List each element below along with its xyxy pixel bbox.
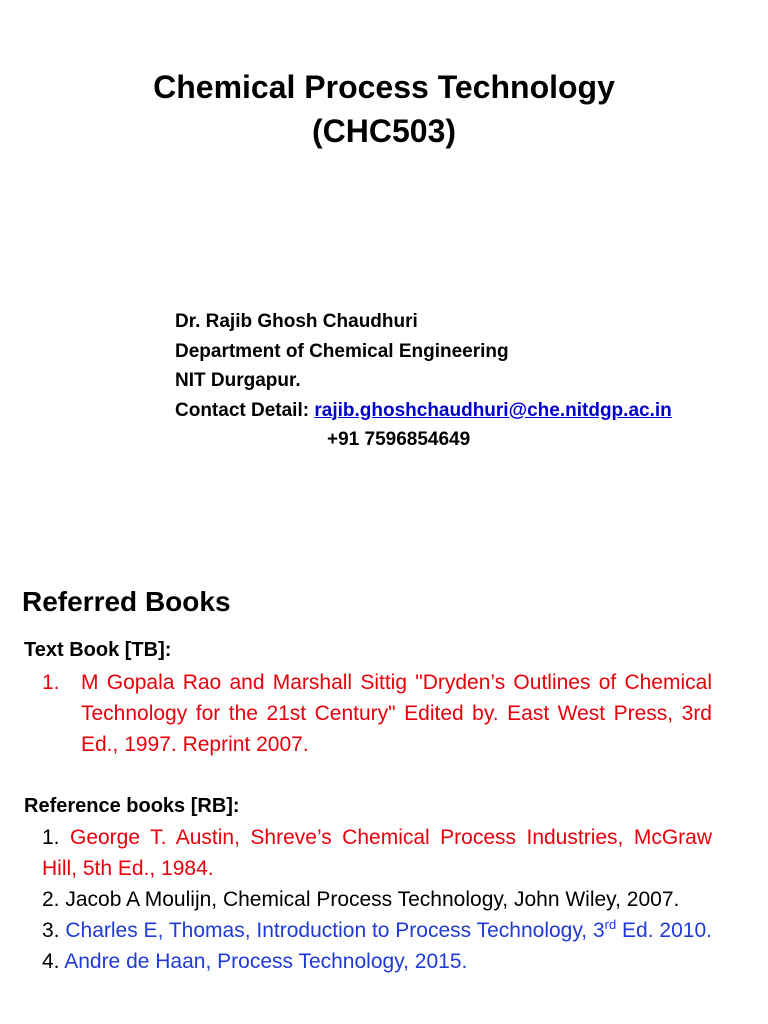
author-block	[175, 307, 672, 455]
section-heading: Referred Books	[22, 586, 231, 617]
reference-number: 1.	[42, 826, 70, 849]
course-code: (CHC503)	[311, 113, 457, 149]
department: Department of Chemical Engineering	[175, 340, 509, 362]
text-book-label: Text Book [TB]:	[24, 639, 172, 661]
reference-item	[42, 884, 712, 915]
reference-item	[42, 946, 712, 977]
course-title: Chemical Process Technology	[153, 69, 615, 105]
reference-number: 3.	[42, 919, 66, 942]
reference-item	[42, 915, 712, 946]
author-name: Dr. Rajib Ghosh Chaudhuri	[175, 311, 418, 332]
reference-list	[42, 822, 712, 977]
contact-row	[175, 396, 672, 426]
reference-number: 2.	[42, 888, 66, 911]
reference-item	[42, 822, 712, 884]
reference-text: George T. Austin, Shreve’s Chemical Process Industries, McGraw Hill, 5th Ed., 1984.	[42, 826, 712, 880]
reference-number: 4.	[42, 950, 65, 973]
reference-text: Andre de Haan, Process Technology, 2015.	[64, 950, 468, 973]
email-link[interactable]: rajib.ghoshchaudhuri@che.nitdgp.ac.in	[314, 399, 672, 421]
text-book-item	[42, 667, 712, 760]
text-book-text: M Gopala Rao and Marshall Sittig "Dryden’s Outlines of Chemical Technology for the 21st Century" Edited by. East West Press, 3rd Ed., 1997. Reprint 2007.	[81, 671, 712, 756]
reference-text: Charles E, Thomas, Introduction to Process Technology, 3rd Ed. 2010.	[65, 917, 712, 942]
text-book-number: 1.	[42, 671, 60, 694]
superscript-rd: rd	[604, 917, 617, 932]
phone-number: +91 7596854649	[327, 429, 471, 450]
reference-books-label: Reference books [RB]:	[24, 795, 240, 817]
reference-text: Jacob A Moulijn, Chemical Process Technology, John Wiley, 2007.	[65, 888, 680, 911]
books-slide	[0, 560, 768, 1024]
contact-label: Contact Detail:	[175, 399, 315, 421]
institute: NIT Durgapur.	[175, 370, 301, 391]
